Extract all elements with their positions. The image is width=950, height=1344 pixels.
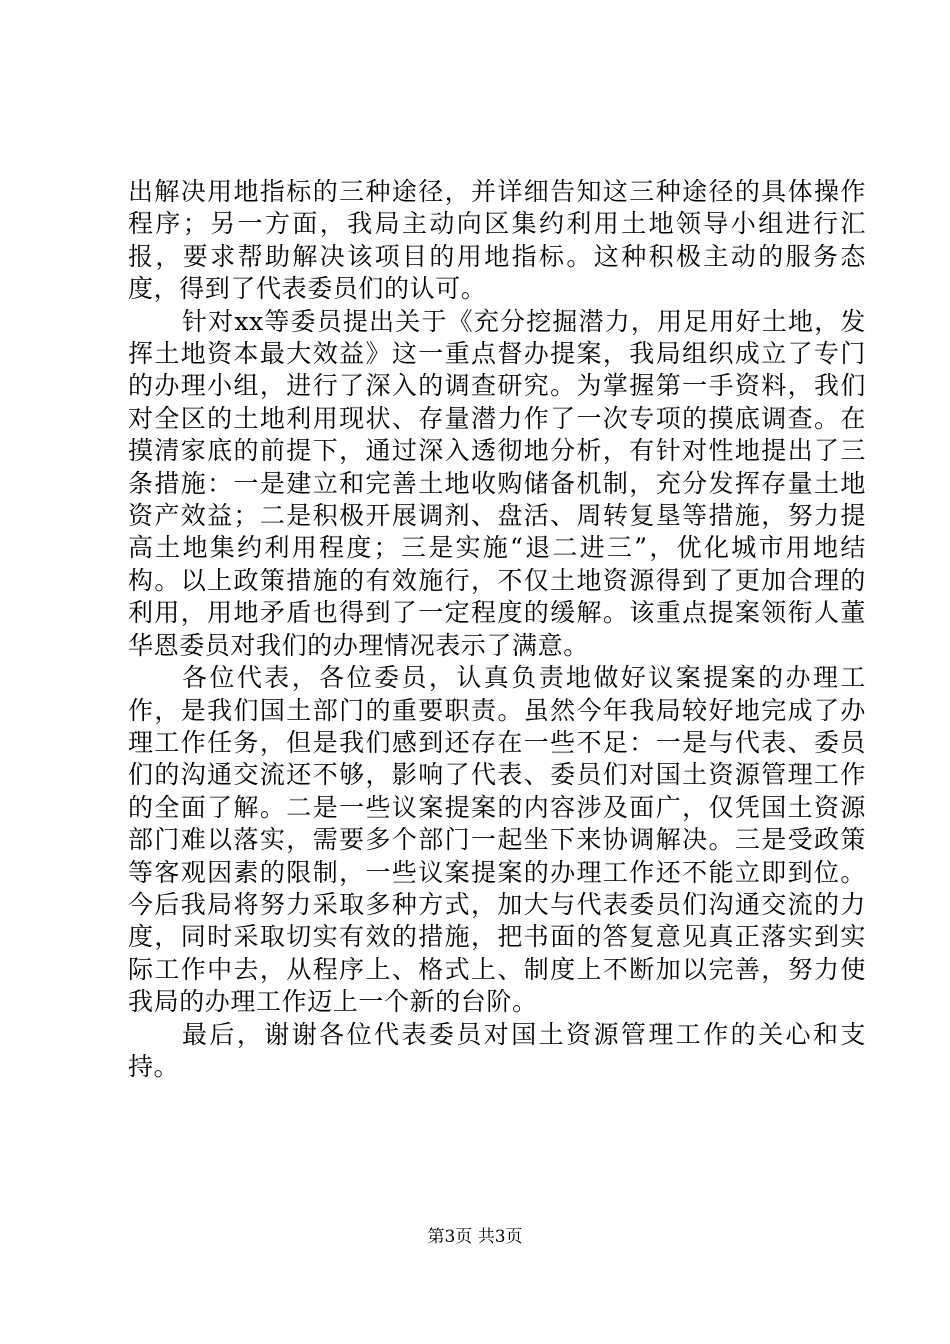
page-footer: 第3页 共3页 xyxy=(427,1227,523,1247)
document-body xyxy=(128,176,866,1083)
paragraph-continuation: 出解决用地指标的三种途径，并详细告知这三种途径的具体操作程序；另一方面，我局主动向区集约利用土地领导小组进行汇报，要求帮助解决该项目的用地指标。这种积极主动的服务态度，得到了代表委员们的认可。 xyxy=(128,177,866,304)
paragraph-closing: 最后，谢谢各位代表委员对国土资源管理工作的关心和支持。 xyxy=(128,1019,866,1081)
paragraph-key-proposal: 针对xx等委员提出关于《充分挖掘潜力，用足用好土地，发挥土地资本最大效益》这一重点督办提案，我局组织成立了专门的办理小组，进行了深入的调查研究。为掌握第一手资料，我们对全区的土地利用现状、存量潜力作了一次专项的摸底调查。在摸清家底的前提下，通过深入透彻地分析，有针对性地提出了三条措施：一是建立和完善土地收购储备机制，充分发挥存量土地资产效益；二是积极开展调剂、盘活、周转复垦等措施，努力提高土地集约利用程度；三是实施“退二进三”，优化城市用地结构。以上政策措施的有效施行，不仅土地资源得到了更加合理的利用，用地矛盾也得到了一定程度的缓解。该重点提案领衔人董华恩委员对我们的办理情况表示了满意。 xyxy=(128,306,866,660)
paragraph-shortcomings: 各位代表，各位委员，认真负责地做好议案提案的办理工作，是我们国土部门的重要职责。虽然今年我局较好地完成了办理工作任务，但是我们感到还存在一些不足：一是与代表、委员们的沟通交流还不够，影响了代表、委员们对国土资源管理工作的全面了解。二是一些议案提案的内容涉及面广，仅凭国土资源部门难以落实，需要多个部门一起坐下来协调解决。三是受政策等客观因素的限制，一些议案提案的办理工作还不能立即到位。今后我局将努力采取多种方式，加大与代表委员们沟通交流的力度，同时采取切实有效的措施，把书面的答复意见真正落实到实际工作中去，从程序上、格式上、制度上不断加以完善，努力使我局的办理工作迈上一个新的台阶。 xyxy=(128,663,866,1017)
